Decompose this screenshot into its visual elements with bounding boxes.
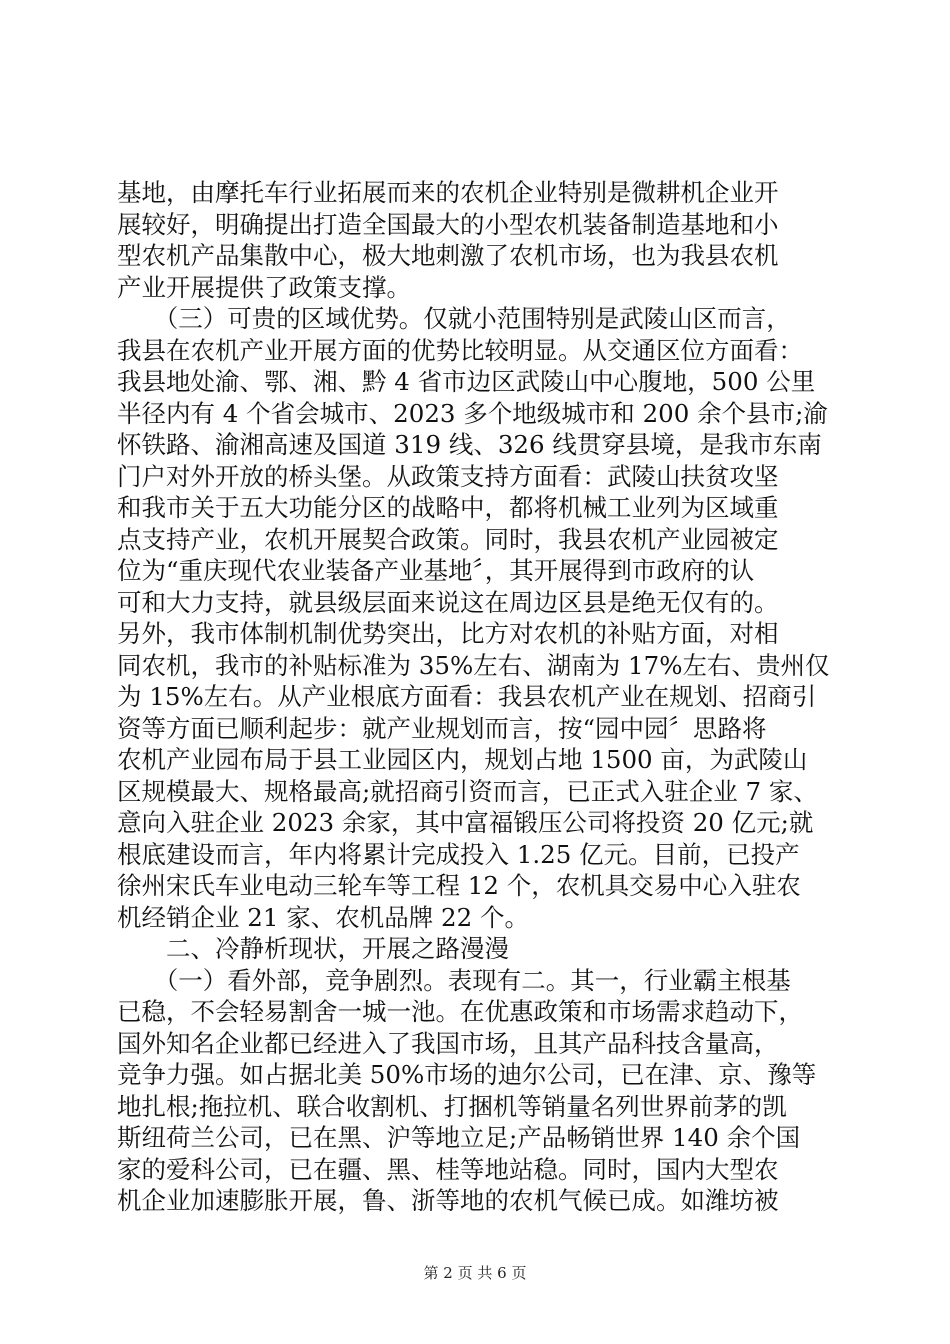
text-line: 同农机，我市的补贴标准为 35%左右、湖南为 17%左右、贵州仅	[117, 650, 830, 680]
text-line: 斯纽荷兰公司，已在黑、沪等地立足;产品畅销世界 140 余个国	[117, 1123, 801, 1152]
body-text	[117, 177, 832, 1217]
text-line: 我县地处渝、鄂、湘、黔 4 省市边区武陵山中心腹地，500 公里	[117, 367, 816, 396]
text-line: 位为“重庆现代农业装备产业基地〞，其开展得到市政府的认	[117, 556, 755, 585]
text-line: 意向入驻企业 2023 余家，其中富福锻压公司将投资 20 亿元;就	[117, 808, 814, 837]
text-line: 型农机产品集散中心，极大地刺激了农机市场，也为我县农机	[117, 241, 779, 270]
text-line: 半径内有 4 个省会城市、2023 多个地级城市和 200 余个县市;渝	[117, 398, 828, 428]
text-line: 点支持产业，农机开展契合政策。同时，我县农机产业园被定	[117, 524, 779, 554]
text-line: 已稳，不会轻易割舍一城一池。在优惠政策和市场需求趋动下，	[117, 997, 803, 1026]
text-line: 地扎根;拖拉机、联合收割机、打捆机等销量名列世界前茅的凯	[117, 1091, 787, 1121]
text-line: 基地，由摩托车行业拓展而来的农机企业特别是微耕机企业开	[117, 178, 779, 207]
text-line: 农机产业园布局于县工业园区内，规划占地 1500 亩，为武陵山	[117, 745, 808, 774]
text-line: 我县在农机产业开展方面的优势比较明显。从交通区位方面看：	[117, 335, 803, 365]
text-line: 另外，我市体制机制优势突出，比方对农机的补贴方面，对相	[117, 619, 779, 648]
text-line: 根底建设而言，年内将累计完成投入 1.25 亿元。目前，已投产	[117, 839, 800, 869]
text-line: （三）可贵的区域优势。仅就小范围特别是武陵山区而言，	[117, 304, 791, 333]
section-heading: 二、冷静析现状，开展之路漫漫	[117, 934, 509, 963]
text-line: 区规模最大、规格最高;就招商引资而言，已正式入驻企业 7 家、	[117, 776, 818, 806]
text-line: 资等方面已顺利起步：就产业规划而言，按“园中园〞思路将	[117, 713, 767, 743]
text-line: 机企业加速膨胀开展，鲁、浙等地的农机气候已成。如潍坊被	[117, 1186, 779, 1215]
text-line: 国外知名企业都已经进入了我国市场，且其产品科技含量高，	[117, 1028, 779, 1058]
text-line: 怀铁路、渝湘高速及国道 319 线、326 线贯穿县境，是我市东南	[117, 430, 822, 459]
text-line: 竞争力强。如占据北美 50%市场的迪尔公司，已在津、京、豫等	[117, 1060, 817, 1089]
text-line: 可和大力支持，就县级层面来说这在周边区县是绝无仅有的。	[117, 587, 779, 617]
text-line: 展较好，明确提出打造全国最大的小型农机装备制造基地和小	[117, 209, 779, 239]
text-line: 徐州宋氏车业电动三轮车等工程 12 个，农机具交易中心入驻农	[117, 871, 801, 900]
text-line: 机经销企业 21 家、农机品牌 22 个。	[117, 902, 530, 932]
text-line: 家的爱科公司，已在疆、黑、桂等地站稳。同时，国内大型农	[117, 1154, 779, 1184]
text-line: （一）看外部，竞争剧烈。表现有二。其一，行业霸主根基	[117, 965, 791, 995]
page-number: 第 2 页 共 6 页	[423, 1264, 527, 1282]
text-line: 门户对外开放的桥头堡。从政策支持方面看：武陵山扶贫攻坚	[117, 461, 779, 491]
text-line: 和我市关于五大功能分区的战略中，都将机械工业列为区域重	[117, 493, 779, 522]
text-line: 为 15%左右。从产业根底方面看：我县农机产业在规划、招商引	[117, 682, 817, 711]
text-line: 产业开展提供了政策支撑。	[117, 272, 411, 302]
